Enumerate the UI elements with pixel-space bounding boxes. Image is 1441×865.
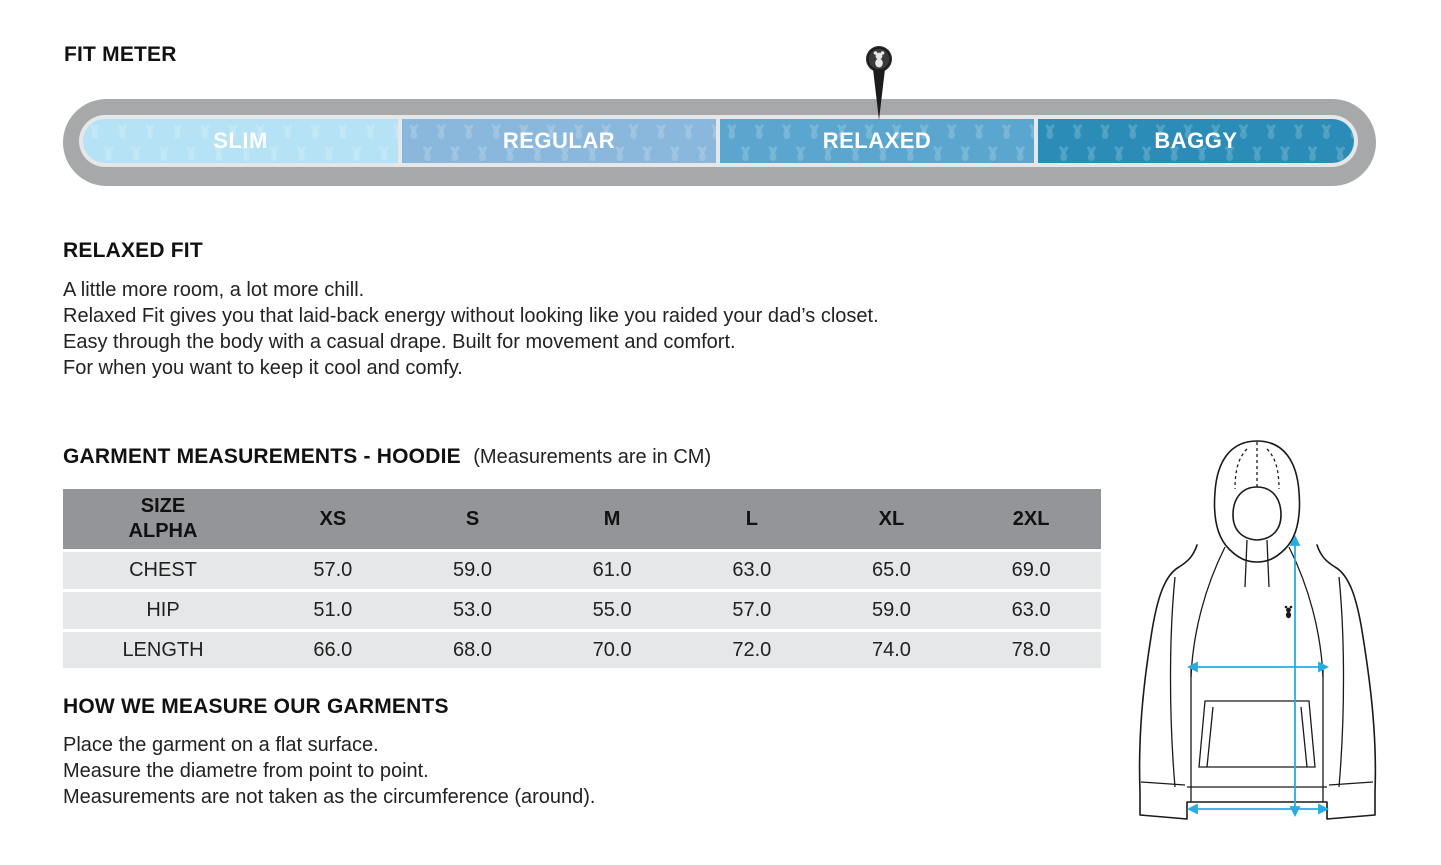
row-label: CHEST [63,552,263,592]
garment-measurements-header [63,445,711,469]
size-header: M [542,489,682,552]
fit-segment-label: SLIM [213,128,268,153]
size-header: L [682,489,822,552]
table-cell: 74.0 [822,632,962,668]
fit-description-line: Relaxed Fit gives you that laid-back energy without looking like you raided your dad’s closet. [63,305,879,327]
fit-meter-track [79,115,1358,167]
table-cell: 57.0 [682,592,822,632]
table-cell: 53.0 [403,592,543,632]
table-cell: 57.0 [263,552,403,592]
fit-segment-regular[interactable] [402,119,716,163]
fit-description-line: For when you want to keep it cool and comfy. [63,357,463,379]
fit-segment-baggy[interactable] [1038,119,1354,163]
unit-note: (Measurements are in CM) [473,446,712,468]
how-we-measure-line: Measure the diametre from point to point. [63,760,429,782]
size-header: XL [822,489,962,552]
table-cell: 51.0 [263,592,403,632]
how-we-measure-title: HOW WE MEASURE OUR GARMENTS [63,695,449,718]
table-cell: 65.0 [822,552,962,592]
table-cell: 63.0 [961,592,1101,632]
fit-meter-title: FIT METER [64,43,177,66]
how-we-measure-line: Measurements are not taken as the circumference (around). [63,786,596,808]
hoodie-diagram-icon [1135,437,1380,822]
fit-segment-label: BAGGY [1154,128,1238,153]
row-label: HIP [63,592,263,632]
table-row [63,592,1101,632]
table-header-row [63,489,1101,552]
how-we-measure-line: Place the garment on a flat surface. [63,734,379,756]
table-cell: 72.0 [682,632,822,668]
table-row [63,552,1101,592]
size-chart-table [63,489,1101,668]
table-row [63,632,1101,668]
fit-description-line: A little more room, a lot more chill. [63,279,365,301]
garment-measurements-title: GARMENT MEASUREMENTS - HOODIE [63,445,461,468]
fit-description-line: Easy through the body with a casual drape. Built for movement and comfort. [63,331,736,353]
table-cell: 59.0 [403,552,543,592]
fit-name-title: RELAXED FIT [63,239,203,262]
bear-pin-icon [864,44,894,120]
table-cell: 69.0 [961,552,1101,592]
size-header: S [403,489,543,552]
size-alpha-header-line: ALPHA [128,520,198,542]
table-cell: 66.0 [263,632,403,668]
table-cell: 55.0 [542,592,682,632]
fit-segment-relaxed[interactable] [720,119,1034,163]
fit-segment-label: RELAXED [822,128,932,153]
row-label: LENGTH [63,632,263,668]
table-cell: 61.0 [542,552,682,592]
fit-segment-label: REGULAR [502,128,616,153]
fit-segment-slim[interactable] [83,119,398,163]
size-header: 2XL [961,489,1101,552]
size-alpha-header [63,489,263,552]
size-alpha-header-line: SIZE [140,495,186,517]
fit-meter [63,99,1376,186]
table-cell: 68.0 [403,632,543,668]
table-cell: 59.0 [822,592,962,632]
size-header: XS [263,489,403,552]
table-cell: 78.0 [961,632,1101,668]
table-cell: 70.0 [542,632,682,668]
table-cell: 63.0 [682,552,822,592]
